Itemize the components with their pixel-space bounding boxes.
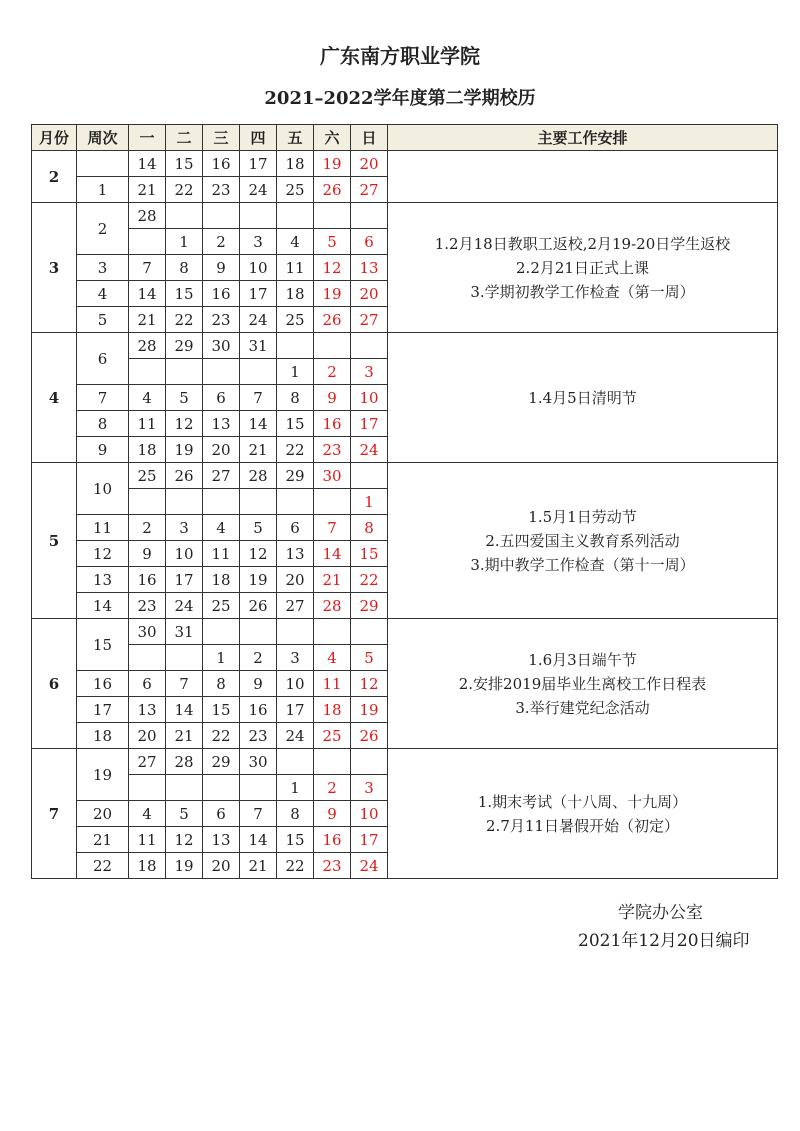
day-cell: 16 <box>203 281 240 307</box>
day-cell: 20 <box>277 567 314 593</box>
week-number-cell: 13 <box>77 567 129 593</box>
week-number-cell: 9 <box>77 437 129 463</box>
work-arrangement-item: 2.五四爱国主义教育系列活动 <box>485 531 680 550</box>
header-sun: 日 <box>351 125 388 151</box>
month-cell: 3 <box>32 203 77 333</box>
day-cell: 23 <box>314 437 351 463</box>
day-cell: 2 <box>203 229 240 255</box>
work-arrangement-item: 3.学期初教学工作检查（第一周） <box>470 282 695 301</box>
week-number-cell: 17 <box>77 697 129 723</box>
work-arrangement-cell <box>388 619 778 749</box>
month-cell: 2 <box>32 151 77 203</box>
day-cell: 6 <box>203 801 240 827</box>
day-cell: 30 <box>240 749 277 775</box>
day-cell: 22 <box>277 437 314 463</box>
day-cell: 20 <box>129 723 166 749</box>
day-cell <box>129 229 166 255</box>
day-cell: 10 <box>240 255 277 281</box>
day-cell: 4 <box>277 229 314 255</box>
day-cell: 3 <box>240 229 277 255</box>
day-cell: 28 <box>166 749 203 775</box>
day-cell: 16 <box>203 151 240 177</box>
work-arrangement-cell <box>388 151 778 203</box>
day-cell: 21 <box>129 177 166 203</box>
week-number-cell: 2 <box>77 203 129 255</box>
day-cell: 16 <box>314 827 351 853</box>
day-cell: 19 <box>314 281 351 307</box>
month-cell: 7 <box>32 749 77 879</box>
day-cell: 26 <box>314 307 351 333</box>
day-cell <box>166 775 203 801</box>
day-cell: 23 <box>129 593 166 619</box>
calendar-row <box>32 463 778 489</box>
day-cell: 30 <box>129 619 166 645</box>
day-cell: 16 <box>240 697 277 723</box>
day-cell: 1 <box>203 645 240 671</box>
day-cell <box>129 489 166 515</box>
week-number-cell: 14 <box>77 593 129 619</box>
issuing-office: 学院办公室 <box>618 903 703 923</box>
day-cell: 11 <box>277 255 314 281</box>
day-cell: 12 <box>166 827 203 853</box>
day-cell: 1 <box>277 775 314 801</box>
day-cell: 27 <box>129 749 166 775</box>
day-cell: 26 <box>314 177 351 203</box>
day-cell: 18 <box>129 437 166 463</box>
day-cell: 19 <box>166 437 203 463</box>
day-cell: 27 <box>203 463 240 489</box>
day-cell: 19 <box>240 567 277 593</box>
day-cell: 17 <box>240 281 277 307</box>
day-cell: 18 <box>203 567 240 593</box>
day-cell: 14 <box>240 411 277 437</box>
week-number-cell: 19 <box>77 749 129 801</box>
day-cell: 1 <box>166 229 203 255</box>
day-cell: 22 <box>351 567 388 593</box>
calendar-row <box>32 151 778 177</box>
day-cell: 7 <box>129 255 166 281</box>
day-cell: 20 <box>203 853 240 879</box>
day-cell: 14 <box>129 151 166 177</box>
day-cell: 25 <box>277 177 314 203</box>
day-cell: 3 <box>351 775 388 801</box>
day-cell: 23 <box>203 177 240 203</box>
calendar-body <box>32 151 778 879</box>
day-cell: 10 <box>351 801 388 827</box>
header-wed: 三 <box>203 125 240 151</box>
day-cell: 23 <box>203 307 240 333</box>
day-cell: 4 <box>129 801 166 827</box>
day-cell: 12 <box>351 671 388 697</box>
day-cell: 6 <box>351 229 388 255</box>
day-cell: 1 <box>351 489 388 515</box>
work-arrangement-item: 3.举行建党纪念活动 <box>515 698 650 717</box>
day-cell: 13 <box>203 827 240 853</box>
day-cell: 16 <box>129 567 166 593</box>
day-cell: 24 <box>240 177 277 203</box>
day-cell: 18 <box>277 151 314 177</box>
day-cell: 13 <box>203 411 240 437</box>
day-cell: 29 <box>203 749 240 775</box>
day-cell: 26 <box>166 463 203 489</box>
day-cell: 28 <box>129 333 166 359</box>
day-cell: 7 <box>166 671 203 697</box>
day-cell: 21 <box>166 723 203 749</box>
day-cell: 24 <box>351 853 388 879</box>
header-mon: 一 <box>129 125 166 151</box>
day-cell: 25 <box>314 723 351 749</box>
day-cell: 5 <box>351 645 388 671</box>
day-cell: 28 <box>129 203 166 229</box>
day-cell: 8 <box>277 385 314 411</box>
day-cell: 14 <box>240 827 277 853</box>
day-cell <box>203 775 240 801</box>
day-cell: 27 <box>277 593 314 619</box>
table-header-row <box>32 125 778 151</box>
day-cell: 12 <box>166 411 203 437</box>
day-cell: 21 <box>240 853 277 879</box>
week-number-cell: 20 <box>77 801 129 827</box>
day-cell: 21 <box>240 437 277 463</box>
day-cell: 19 <box>166 853 203 879</box>
day-cell <box>166 359 203 385</box>
day-cell: 10 <box>166 541 203 567</box>
day-cell <box>277 619 314 645</box>
day-cell: 22 <box>203 723 240 749</box>
work-arrangement-cell <box>388 749 778 879</box>
day-cell: 2 <box>314 775 351 801</box>
day-cell: 27 <box>351 307 388 333</box>
week-number-cell: 10 <box>77 463 129 515</box>
week-number-cell: 8 <box>77 411 129 437</box>
day-cell: 15 <box>166 151 203 177</box>
day-cell: 22 <box>166 177 203 203</box>
day-cell: 24 <box>277 723 314 749</box>
day-cell: 13 <box>277 541 314 567</box>
day-cell: 6 <box>129 671 166 697</box>
work-arrangement-item: 1.期末考试（十八周、十九周） <box>477 792 688 811</box>
day-cell: 1 <box>277 359 314 385</box>
issue-date: 2021年12月20日编印 <box>578 931 750 951</box>
day-cell: 17 <box>166 567 203 593</box>
day-cell: 2 <box>240 645 277 671</box>
day-cell: 18 <box>277 281 314 307</box>
day-cell: 17 <box>351 827 388 853</box>
day-cell: 23 <box>240 723 277 749</box>
work-arrangement-item: 2.2月21日正式上课 <box>516 258 649 277</box>
header-notes: 主要工作安排 <box>388 125 778 151</box>
week-number-cell: 7 <box>77 385 129 411</box>
day-cell: 8 <box>203 671 240 697</box>
day-cell <box>351 463 388 489</box>
calendar-row <box>32 333 778 359</box>
day-cell: 31 <box>166 619 203 645</box>
work-arrangement-item: 3.期中教学工作检查（第十一周） <box>470 555 695 574</box>
day-cell: 5 <box>166 385 203 411</box>
day-cell: 20 <box>351 281 388 307</box>
day-cell: 4 <box>129 385 166 411</box>
day-cell: 15 <box>351 541 388 567</box>
day-cell: 11 <box>203 541 240 567</box>
day-cell: 21 <box>129 307 166 333</box>
day-cell: 11 <box>314 671 351 697</box>
week-number-cell: 5 <box>77 307 129 333</box>
day-cell: 20 <box>351 151 388 177</box>
day-cell <box>240 619 277 645</box>
day-cell <box>203 203 240 229</box>
day-cell <box>351 749 388 775</box>
day-cell <box>166 489 203 515</box>
day-cell: 17 <box>351 411 388 437</box>
calendar-row <box>32 203 778 229</box>
day-cell: 20 <box>203 437 240 463</box>
header-thu: 四 <box>240 125 277 151</box>
day-cell: 11 <box>129 411 166 437</box>
day-cell: 25 <box>129 463 166 489</box>
day-cell: 13 <box>129 697 166 723</box>
day-cell <box>129 645 166 671</box>
work-arrangement-item: 1.2月18日教职工返校,2月19-20日学生返校 <box>434 234 731 253</box>
work-arrangement-cell <box>388 203 778 333</box>
week-number-cell: 12 <box>77 541 129 567</box>
day-cell: 7 <box>240 801 277 827</box>
day-cell: 29 <box>166 333 203 359</box>
day-cell: 21 <box>314 567 351 593</box>
month-cell: 6 <box>32 619 77 749</box>
day-cell <box>351 333 388 359</box>
day-cell <box>166 203 203 229</box>
day-cell <box>240 775 277 801</box>
calendar-row <box>32 749 778 775</box>
day-cell: 4 <box>203 515 240 541</box>
day-cell <box>129 359 166 385</box>
day-cell: 3 <box>277 645 314 671</box>
day-cell: 18 <box>129 853 166 879</box>
day-cell <box>351 203 388 229</box>
week-number-cell: 6 <box>77 333 129 385</box>
day-cell: 27 <box>351 177 388 203</box>
day-cell: 22 <box>166 307 203 333</box>
day-cell: 7 <box>314 515 351 541</box>
day-cell: 3 <box>166 515 203 541</box>
day-cell <box>277 203 314 229</box>
week-number-cell: 21 <box>77 827 129 853</box>
day-cell <box>277 749 314 775</box>
day-cell: 8 <box>277 801 314 827</box>
day-cell <box>240 489 277 515</box>
day-cell: 4 <box>314 645 351 671</box>
day-cell: 19 <box>351 697 388 723</box>
header-week: 周次 <box>77 125 129 151</box>
work-arrangement-cell <box>388 333 778 463</box>
day-cell: 26 <box>351 723 388 749</box>
day-cell: 17 <box>240 151 277 177</box>
day-cell: 23 <box>314 853 351 879</box>
day-cell: 24 <box>166 593 203 619</box>
day-cell <box>240 359 277 385</box>
day-cell: 14 <box>129 281 166 307</box>
work-arrangement-cell <box>388 463 778 619</box>
day-cell: 13 <box>351 255 388 281</box>
day-cell: 24 <box>240 307 277 333</box>
day-cell: 3 <box>351 359 388 385</box>
day-cell: 29 <box>277 463 314 489</box>
header-month: 月份 <box>32 125 77 151</box>
day-cell <box>277 333 314 359</box>
school-name: 广东南方职业学院 <box>320 44 480 68</box>
week-number-cell: 18 <box>77 723 129 749</box>
day-cell <box>277 489 314 515</box>
day-cell: 29 <box>351 593 388 619</box>
day-cell <box>203 619 240 645</box>
day-cell: 11 <box>129 827 166 853</box>
work-arrangement-item: 1.6月3日端午节 <box>528 650 637 669</box>
week-number-cell <box>77 151 129 177</box>
day-cell: 6 <box>203 385 240 411</box>
day-cell <box>351 619 388 645</box>
day-cell: 9 <box>240 671 277 697</box>
work-arrangement-item: 1.5月1日劳动节 <box>528 507 637 526</box>
day-cell: 22 <box>277 853 314 879</box>
day-cell: 10 <box>351 385 388 411</box>
day-cell: 18 <box>314 697 351 723</box>
day-cell: 14 <box>166 697 203 723</box>
day-cell: 6 <box>277 515 314 541</box>
day-cell: 24 <box>351 437 388 463</box>
month-cell: 5 <box>32 463 77 619</box>
work-arrangement-item: 1.4月5日清明节 <box>528 388 637 407</box>
day-cell: 12 <box>240 541 277 567</box>
day-cell <box>240 203 277 229</box>
day-cell: 12 <box>314 255 351 281</box>
week-number-cell: 22 <box>77 853 129 879</box>
calendar-title: 2021–2022学年度第二学期校历 <box>264 88 536 109</box>
day-cell: 15 <box>166 281 203 307</box>
day-cell: 28 <box>240 463 277 489</box>
day-cell: 15 <box>203 697 240 723</box>
week-number-cell: 11 <box>77 515 129 541</box>
day-cell: 8 <box>166 255 203 281</box>
month-cell: 4 <box>32 333 77 463</box>
day-cell: 2 <box>314 359 351 385</box>
day-cell: 5 <box>166 801 203 827</box>
day-cell: 30 <box>314 463 351 489</box>
day-cell: 10 <box>277 671 314 697</box>
week-number-cell: 1 <box>77 177 129 203</box>
week-number-cell: 15 <box>77 619 129 671</box>
day-cell: 28 <box>314 593 351 619</box>
day-cell <box>314 619 351 645</box>
week-number-cell: 3 <box>77 255 129 281</box>
day-cell: 14 <box>314 541 351 567</box>
day-cell: 15 <box>277 411 314 437</box>
header-tue: 二 <box>166 125 203 151</box>
day-cell <box>166 645 203 671</box>
day-cell: 7 <box>240 385 277 411</box>
day-cell: 25 <box>277 307 314 333</box>
day-cell: 19 <box>314 151 351 177</box>
day-cell: 9 <box>129 541 166 567</box>
day-cell: 16 <box>314 411 351 437</box>
day-cell <box>314 333 351 359</box>
week-number-cell: 16 <box>77 671 129 697</box>
day-cell: 8 <box>351 515 388 541</box>
day-cell: 2 <box>129 515 166 541</box>
day-cell: 9 <box>203 255 240 281</box>
day-cell: 17 <box>277 697 314 723</box>
school-calendar-table <box>31 124 778 879</box>
day-cell: 26 <box>240 593 277 619</box>
day-cell <box>203 359 240 385</box>
day-cell <box>129 775 166 801</box>
day-cell <box>314 749 351 775</box>
header-fri: 五 <box>277 125 314 151</box>
day-cell: 25 <box>203 593 240 619</box>
day-cell: 9 <box>314 801 351 827</box>
day-cell: 5 <box>240 515 277 541</box>
work-arrangement-item: 2.安排2019届毕业生离校工作日程表 <box>458 674 707 693</box>
day-cell: 31 <box>240 333 277 359</box>
day-cell <box>314 489 351 515</box>
work-arrangement-item: 2.7月11日暑假开始（初定） <box>486 816 679 835</box>
header-sat: 六 <box>314 125 351 151</box>
day-cell: 9 <box>314 385 351 411</box>
calendar-row <box>32 619 778 645</box>
week-number-cell: 4 <box>77 281 129 307</box>
day-cell: 5 <box>314 229 351 255</box>
day-cell <box>314 203 351 229</box>
day-cell: 30 <box>203 333 240 359</box>
day-cell: 15 <box>277 827 314 853</box>
day-cell <box>203 489 240 515</box>
